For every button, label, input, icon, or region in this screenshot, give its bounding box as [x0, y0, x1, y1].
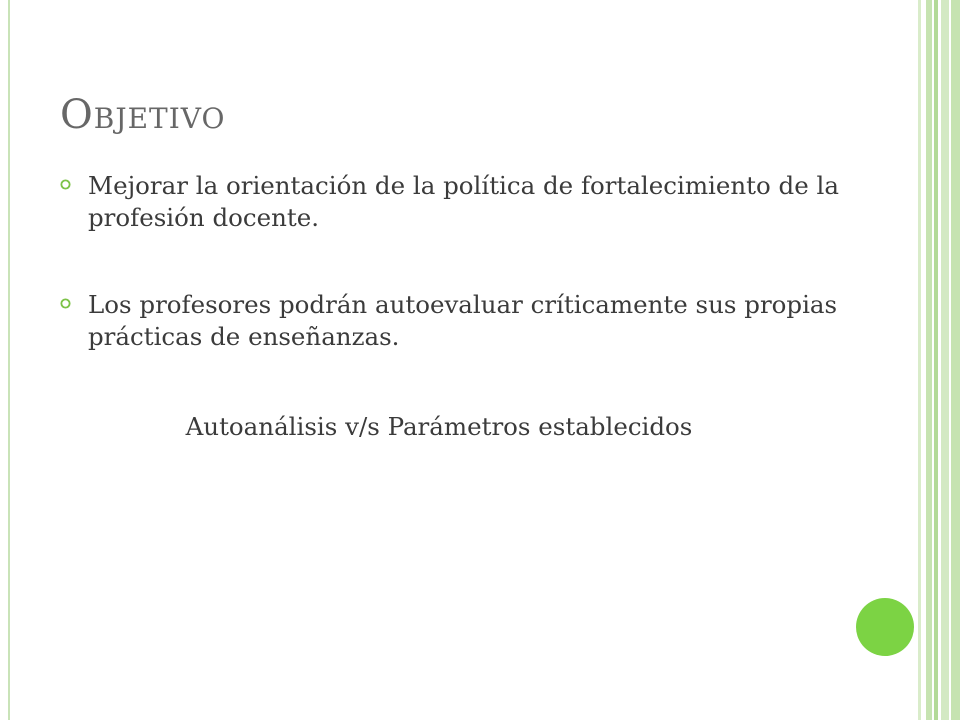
bullet-text: Mejorar la orientación de la política de fortalecimiento de la profesión docente. — [88, 171, 839, 232]
centered-text: Autoanálisis v/s Parámetros establecidos — [185, 412, 693, 441]
slide-title: Objetivo — [60, 92, 226, 138]
right-stripe — [926, 0, 932, 720]
right-stripe — [934, 0, 938, 720]
right-stripe — [918, 0, 921, 720]
bullet-text: Los profesores podrán autoevaluar críticamente sus propias prácticas de enseñanzas. — [88, 290, 838, 351]
right-stripe — [951, 0, 960, 720]
hollow-circle-icon — [60, 298, 71, 309]
right-stripe — [941, 0, 949, 720]
bullet-item — [58, 170, 858, 234]
green-circle-icon — [856, 598, 914, 656]
hollow-circle-icon — [60, 179, 71, 190]
left-border-line — [8, 0, 10, 720]
bullet-list — [58, 170, 858, 408]
bullet-item — [58, 289, 858, 353]
